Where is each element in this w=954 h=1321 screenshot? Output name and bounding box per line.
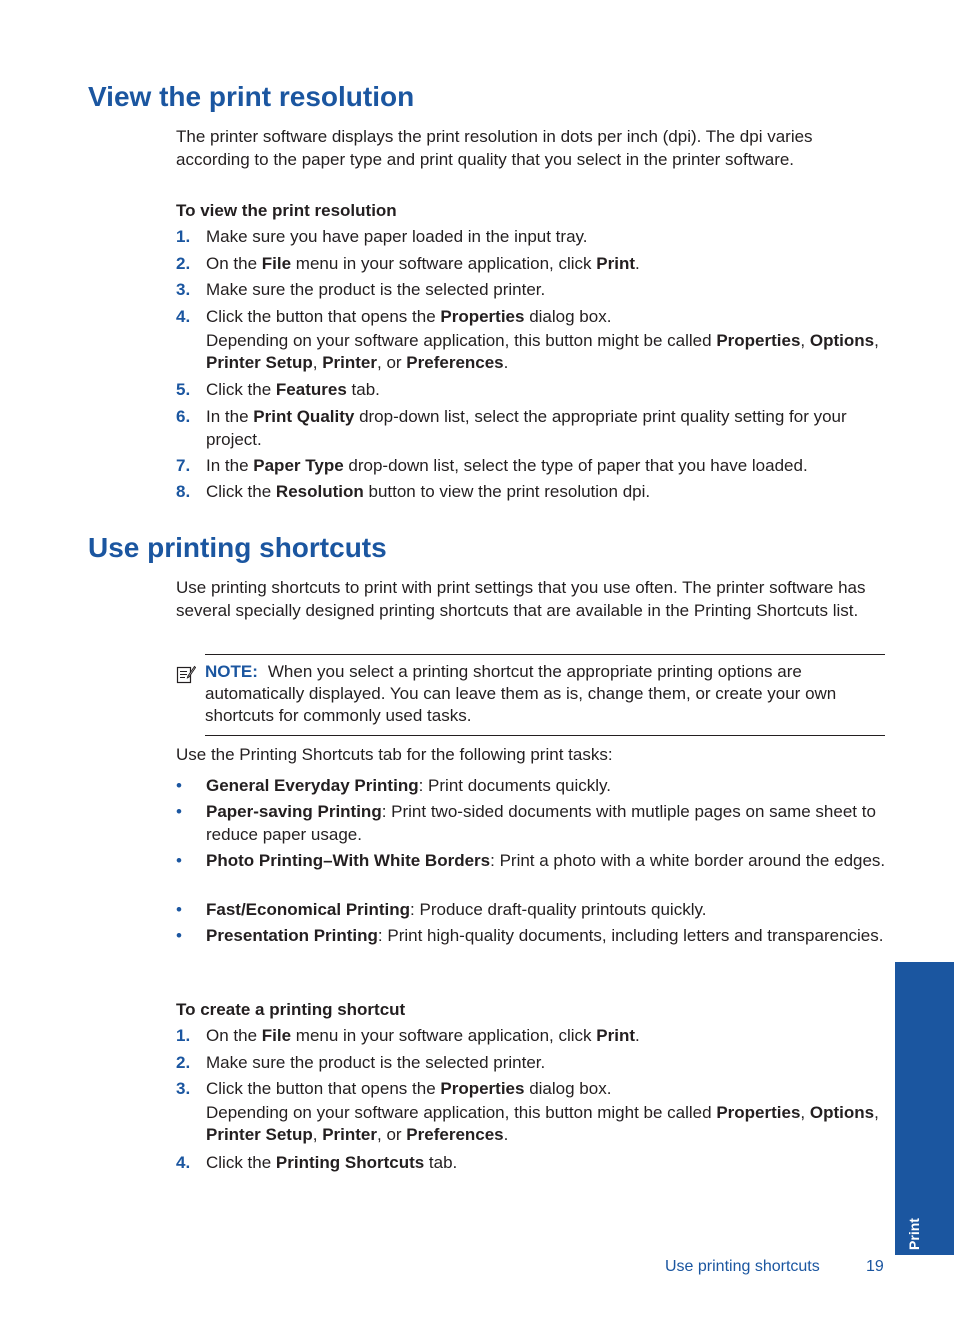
- ui-term: Features: [275, 380, 347, 399]
- view-resolution-step: [176, 481, 886, 504]
- view-resolution-step: [176, 253, 886, 276]
- ui-term: Properties: [716, 330, 801, 350]
- shortcut-task-item: [176, 801, 886, 846]
- note-label: NOTE:: [205, 662, 258, 681]
- step-text: [206, 1025, 886, 1048]
- step-number: 3.: [176, 1079, 191, 1098]
- task-term: Photo Printing–With White Borders: [206, 851, 491, 870]
- text-run: Depending on your software application, this button might be called: [206, 330, 717, 350]
- text-run: button to view the print resolution dpi.: [363, 482, 651, 501]
- note-top-rule: [205, 654, 885, 655]
- footer-section-title: Use printing shortcuts: [665, 1258, 820, 1275]
- task-description: : Print documents quickly.: [418, 776, 612, 795]
- step-number: 6.: [176, 407, 191, 426]
- text-run: ,: [312, 1125, 323, 1144]
- ui-term: Print Quality: [253, 407, 355, 426]
- text-run: dialog box.: [524, 1079, 612, 1098]
- ui-term: Printer: [322, 1125, 377, 1144]
- step-number: 1.: [176, 227, 191, 246]
- bullet-text: [206, 850, 886, 873]
- footer-page-number: 19: [866, 1258, 884, 1275]
- ui-term: Print: [596, 1026, 635, 1045]
- step-number: 3.: [176, 280, 191, 299]
- task-term: Fast/Economical Printing: [206, 900, 411, 919]
- step-text: [206, 279, 886, 302]
- step-text: [206, 253, 886, 276]
- text-run: .: [635, 1026, 640, 1045]
- create-shortcut-step: [176, 1078, 886, 1147]
- text-run: Make sure you have paper loaded in the input tray.: [206, 227, 588, 246]
- bullet-marker: •: [176, 802, 182, 821]
- ui-term: Paper Type: [253, 456, 344, 475]
- text-run: ,: [874, 1102, 879, 1122]
- ui-term: Properties: [716, 1102, 801, 1122]
- ui-term: Print: [596, 254, 635, 273]
- task-description: : Produce draft-quality printouts quickly.: [410, 900, 707, 919]
- view-resolution-step: [176, 379, 886, 402]
- create-shortcut-step: [176, 1152, 886, 1175]
- view-resolution-step: [176, 279, 886, 302]
- ui-term: Printer: [322, 353, 377, 372]
- ui-term: Options: [809, 1102, 875, 1122]
- step-text: [206, 1152, 886, 1175]
- text-run: .: [503, 353, 509, 372]
- ui-term: Printer Setup: [206, 1125, 313, 1144]
- text-run: menu in your software application, click: [291, 1026, 597, 1045]
- bullet-marker: •: [176, 776, 182, 795]
- step-number: 4.: [176, 1153, 191, 1172]
- text-run: Click the: [206, 380, 276, 399]
- step-number: 1.: [176, 1026, 191, 1045]
- step-text: [206, 1078, 886, 1147]
- text-run: menu in your software application, click: [291, 254, 597, 273]
- task-description: : Print a photo with a white border around the edges.: [490, 851, 886, 870]
- task-description: : Print high-quality documents, including letters and transparencies.: [377, 926, 884, 945]
- note-icon: [176, 664, 196, 684]
- text-run: Make sure the product is the selected printer.: [206, 280, 546, 299]
- text-run: , or: [377, 353, 407, 372]
- text-run: , or: [377, 1125, 407, 1144]
- text-run: ,: [874, 330, 879, 350]
- ui-term: Properties: [440, 307, 525, 326]
- shortcut-task-item: [176, 899, 886, 922]
- bullet-marker: •: [176, 851, 182, 870]
- bullet-marker: •: [176, 900, 182, 919]
- ui-term: Resolution: [275, 482, 364, 501]
- text-run: Click the: [206, 1153, 276, 1172]
- shortcut-task-item: [176, 850, 886, 873]
- step-text: [206, 455, 886, 478]
- step-number: 2.: [176, 1053, 191, 1072]
- text-run: Click the: [206, 482, 276, 501]
- text-run: .: [503, 1125, 509, 1144]
- step-text: [206, 379, 886, 402]
- text-run: In the: [206, 407, 254, 426]
- create-shortcut-step: [176, 1052, 886, 1075]
- step-detail: [206, 1102, 886, 1147]
- view-resolution-step: [176, 226, 886, 249]
- step-text: [206, 226, 886, 249]
- step-detail: [206, 330, 886, 375]
- shortcut-task-item: [176, 775, 886, 798]
- note-bottom-rule: [205, 735, 885, 736]
- procedure-title-view-resolution: To view the print resolution: [176, 201, 397, 220]
- bullet-marker: •: [176, 926, 182, 945]
- task-description: : Print two-sided documents with mutliple pages on same sheet to reduce paper usage.: [206, 802, 876, 844]
- bullet-text: [206, 925, 886, 948]
- chapter-side-tab-label: Print: [906, 1218, 922, 1250]
- text-run: On the: [206, 254, 262, 273]
- step-text: [206, 481, 886, 504]
- note-body: [205, 661, 887, 727]
- view-resolution-step: [176, 306, 886, 375]
- ui-term: Options: [809, 330, 875, 350]
- task-term: Paper-saving Printing: [206, 802, 382, 821]
- note-text: When you select a printing shortcut the appropriate printing options are automatically displayed. You can leave them as is, change them, or create your own shortcuts for commonly used tasks.: [205, 662, 837, 725]
- text-run: ,: [312, 353, 323, 372]
- bullet-text: [206, 899, 886, 922]
- step-text: [206, 306, 886, 375]
- step-text: [206, 1052, 886, 1075]
- step-number: 8.: [176, 482, 191, 501]
- ui-term: Printer Setup: [206, 353, 313, 372]
- text-run: tab.: [346, 380, 380, 399]
- task-term: General Everyday Printing: [206, 776, 419, 795]
- view-resolution-step: [176, 455, 886, 478]
- text-run: tab.: [424, 1153, 458, 1172]
- text-run: ,: [800, 330, 810, 350]
- text-run: ,: [800, 1102, 810, 1122]
- task-term: Presentation Printing: [206, 926, 378, 945]
- text-run: Click the button that opens the: [206, 307, 441, 326]
- section2-intro: Use printing shortcuts to print with print settings that you use often. The printer software has several specially designed printing shortcuts that are available in the Printing Shortcuts list.: [176, 578, 866, 620]
- text-run: Click the button that opens the: [206, 1079, 441, 1098]
- chapter-side-tab: [895, 962, 954, 1255]
- section1-intro: The printer software displays the print resolution in dots per inch (dpi). The dpi varies according to the paper type and print quality that you select in the printer software.: [176, 127, 813, 169]
- ui-term: File: [261, 1026, 292, 1045]
- ui-term: Printing Shortcuts: [275, 1153, 425, 1172]
- text-run: On the: [206, 1026, 262, 1045]
- text-run: Depending on your software application, this button might be called: [206, 1102, 717, 1122]
- section-title-view-print-resolution: View the print resolution: [88, 81, 415, 112]
- section-title-printing-shortcuts: Use printing shortcuts: [88, 532, 387, 563]
- procedure-title-create-shortcut: To create a printing shortcut: [176, 1000, 406, 1019]
- step-text: [206, 406, 886, 451]
- ui-term: File: [261, 254, 292, 273]
- ui-term: Properties: [440, 1079, 525, 1098]
- shortcut-task-item: [176, 925, 886, 948]
- tasks-intro: Use the Printing Shortcuts tab for the following print tasks:: [176, 745, 613, 764]
- step-number: 2.: [176, 254, 191, 273]
- bullet-text: [206, 801, 886, 846]
- text-run: drop-down list, select the appropriate print quality setting for your project.: [206, 407, 847, 449]
- step-number: 7.: [176, 456, 191, 475]
- step-number: 4.: [176, 307, 191, 326]
- view-resolution-step: [176, 406, 886, 451]
- text-run: .: [635, 254, 640, 273]
- create-shortcut-step: [176, 1025, 886, 1048]
- text-run: dialog box.: [524, 307, 612, 326]
- ui-term: Preferences: [406, 1125, 504, 1144]
- ui-term: Preferences: [406, 353, 504, 372]
- text-run: In the: [206, 456, 254, 475]
- bullet-text: [206, 775, 886, 798]
- text-run: Make sure the product is the selected printer.: [206, 1053, 546, 1072]
- step-number: 5.: [176, 380, 191, 399]
- text-run: drop-down list, select the type of paper that you have loaded.: [343, 456, 808, 475]
